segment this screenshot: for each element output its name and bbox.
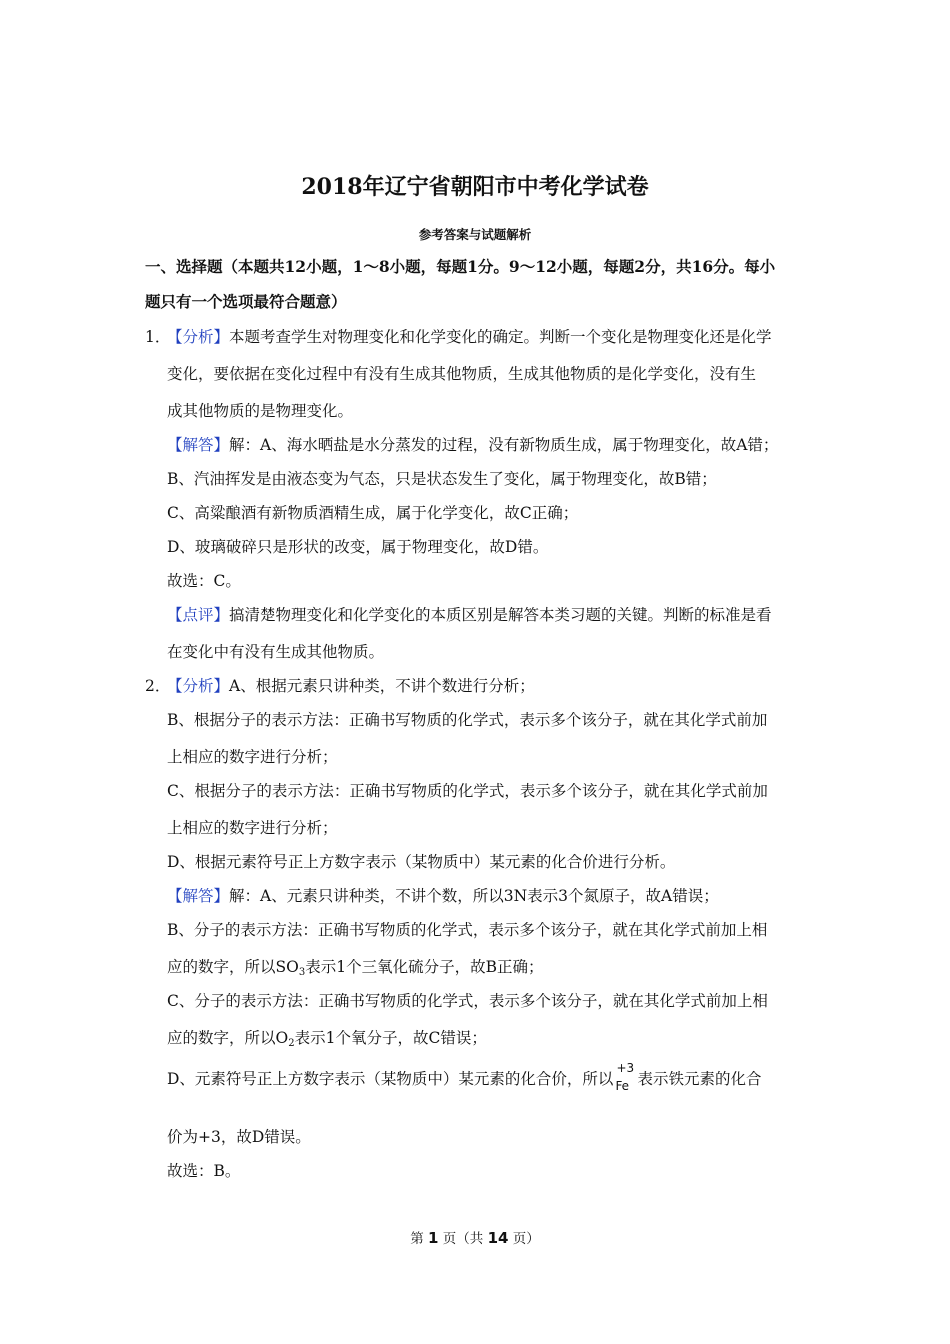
q1-comment-line2: 在变化中有没有生成其他物质。 [167,643,385,661]
q1-analysis-line2: 变化，要依据在变化过程中有没有生成其他物质，生成其他物质的是化学变化，没有生 [167,365,757,383]
q1-comment-tag: 【点评】 [167,606,230,624]
q1-analysis-tag: 【分析】 [167,328,230,346]
q2-answer-text5a: 应的数字，所以O [167,1029,289,1047]
q2-answer-text3b: 表示1个三氧化硫分子，故B正确； [305,958,544,976]
q2-analysis-line1 [145,675,535,697]
q1-analysis-line1 [145,326,772,348]
q2-answer-text6a: D、元素符号正上方数字表示（某物质中）某元素的化合价，所以 [167,1070,614,1088]
q2-answer-text1: 解：A、元素只讲种类，不讲个数，所以3N表示3个氮原子，故A错误； [229,887,719,905]
q2-answer-line3 [167,956,543,984]
so3-subscript: 3 [298,967,306,978]
q1-number: 1． [145,328,171,346]
q2-analysis-line4: C、根据分子的表示方法：正确书写物质的化学式，表示多个该分子，就在其化学式前加 [167,782,768,800]
q2-answer-text5b: 表示1个氧分子，故C错误； [294,1029,487,1047]
q2-answer-text6b: 表示铁元素的化合 [637,1070,762,1088]
page-title: 2018年辽宁省朝阳市中考化学试卷 [301,174,649,200]
o2-subscript: 2 [288,1038,295,1049]
footer-middle: 页（共 [442,1231,484,1247]
q2-analysis-tag: 【分析】 [167,677,230,695]
q2-choice: 故选：B。 [167,1162,241,1180]
q1-answer-tag: 【解答】 [167,436,230,454]
fe-symbol: Fe [615,1079,630,1093]
q2-analysis-line5: 上相应的数字进行分析； [167,819,338,837]
q1-choice: 故选：C。 [167,572,241,590]
q2-analysis-line2: B、根据分子的表示方法：正确书写物质的化学式，表示多个该分子，就在其化学式前加 [167,711,768,729]
q1-comment-text1: 搞清楚物理变化和化学变化的本质区别是解答本类习题的关键。判断的标准是看 [229,606,772,624]
footer-suffix: 页） [512,1231,540,1247]
fe-valence: +3 [616,1061,635,1075]
page-subtitle: 参考答案与试题解析 [418,227,532,242]
section-heading-line1: 一、选择题（本题共12小题，1～8小题，每题1分。9～12小题，每题2分，共16分。每小 [145,257,776,276]
q2-answer-tag: 【解答】 [167,887,230,905]
q2-answer-line7: 价为+3，故D错误。 [167,1128,311,1146]
q2-answer-line4: C、分子的表示方法：正确书写物质的化学式，表示多个该分子，就在其化学式前加上相 [167,992,768,1010]
q2-analysis-line6: D、根据元素符号正上方数字表示（某物质中）某元素的化合价进行分析。 [167,853,676,871]
footer-page-number: 1 [428,1229,439,1247]
q2-answer-line1 [167,885,719,907]
q1-answer-line4: D、玻璃破碎只是形状的改变，属于物理变化，故D错。 [167,538,549,556]
q2-answer-line5 [167,1027,487,1055]
q2-analysis-line3: 上相应的数字进行分析； [167,748,338,766]
q1-answer-line3: C、高粱酿酒有新物质酒精生成，属于化学变化，故C正确； [167,504,579,522]
q2-answer-line2: B、分子的表示方法：正确书写物质的化学式，表示多个该分子，就在其化学式前加上相 [167,921,768,939]
q1-answer-text1: 解：A、海水晒盐是水分蒸发的过程，没有新物质生成，属于物理变化，故A错； [229,436,779,454]
q2-number: 2． [145,677,171,695]
page-footer [0,1228,950,1249]
footer-prefix: 第 [410,1231,424,1247]
q1-comment-line1 [167,604,772,626]
q2-answer-line6 [167,1061,762,1093]
q1-answer-line1 [167,434,778,456]
q1-answer-line2: B、汽油挥发是由液态变为气态，只是状态发生了变化，属于物理变化，故B错； [167,470,717,488]
footer-total-pages: 14 [487,1229,509,1247]
q2-analysis-text1: A、根据元素只讲种类，不讲个数进行分析； [229,677,535,695]
q1-analysis-text1: 本题考查学生对物理变化和化学变化的确定。判断一个变化是物理变化还是化学 [229,328,772,346]
fe-valence-notation [614,1061,636,1093]
q2-answer-text3a: 应的数字，所以SO [167,958,299,976]
section-heading-line2: 题只有一个选项最符合题意） [145,292,347,311]
q1-analysis-line3: 成其他物质的是物理变化。 [167,402,354,420]
